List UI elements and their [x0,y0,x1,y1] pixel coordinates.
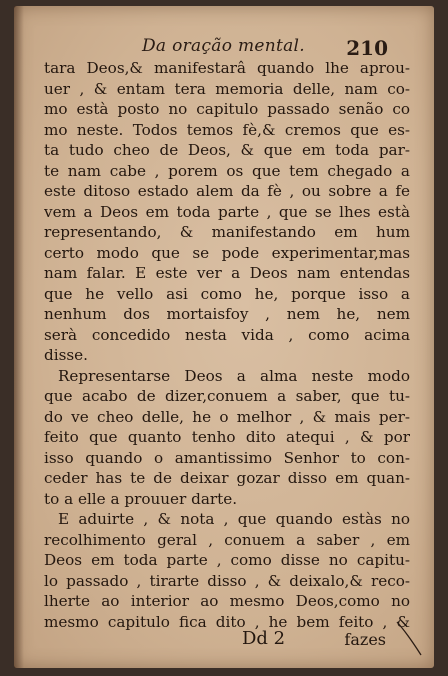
text-line: isso quando o amantissimo Senhor to con- [44,448,410,467]
text-line: te nam cabe , porem os que tem chegado a [44,161,410,180]
text-line: tara Deos,& manifestarâ quando lhe aprou- [44,59,410,77]
text-line: nenhum dos mortaisfoy , nem he, nem [44,305,410,323]
text-line: lherte ao interior ao mesmo Deos,como no [44,592,410,610]
book-page [14,6,434,668]
text-line: este ditoso estado alem da fè , ou sobre a fe [44,182,410,200]
text-line: disse. [44,346,88,364]
text-line: do ve cheo delle, he o melhor , & mais per- [44,407,410,426]
catchword: fazes [344,630,386,649]
text-line: ta tudo cheo de Deos, & que em toda par- [44,141,410,159]
page-header [14,36,434,60]
running-title: Da oração mental. [142,36,305,56]
text-line: mo neste. Todos temos fè,& cremos que es- [44,120,410,139]
text-line: certo modo que se pode experimentar,mas [44,243,410,262]
text-line: uer , & entam tera memoria delle, nam co- [44,79,410,98]
text-line: vem a Deos em toda parte , que se lhes està [44,202,410,221]
text-line: feito que quanto tenho dito atequi , & por [44,428,410,446]
pen-stroke-mark [394,618,424,658]
signature-mark: Dd 2 [242,628,286,649]
text-line: nam falar. E este ver a Deos nam entendas [44,264,410,282]
page-number: 210 [346,36,388,60]
text-line: que he vello asi como he, porque isso a [44,284,410,303]
text-line: que acabo de dizer,conuem a saber, que tu- [44,387,410,405]
paragraph-start-line: Representarse Deos a alma neste modo [58,366,410,385]
text-line: lo passado , tirarte disso , & deixalo,& reco- [44,571,410,590]
body-text [44,58,410,632]
text-line: ceder has te de deixar gozar disso em quan- [44,469,410,487]
paragraph-start-line: E aduirte , & nota , que quando estàs no [58,510,410,528]
text-line: Deos em toda parte , como disse no capitu- [44,551,410,569]
text-line: representando, & manifestando em hum [44,223,410,241]
text-line: to a elle a prouuer darte. [44,489,238,508]
text-line: mo està posto no capitulo passado senão co [44,100,410,118]
text-line: mesmo capitulo fica dito , he bem feito , & [44,612,410,631]
text-line: recolhimento geral , conuem a saber , em [44,530,410,549]
page-footer [14,628,434,652]
text-line: serà concedido nesta vida , como acima [44,325,410,344]
